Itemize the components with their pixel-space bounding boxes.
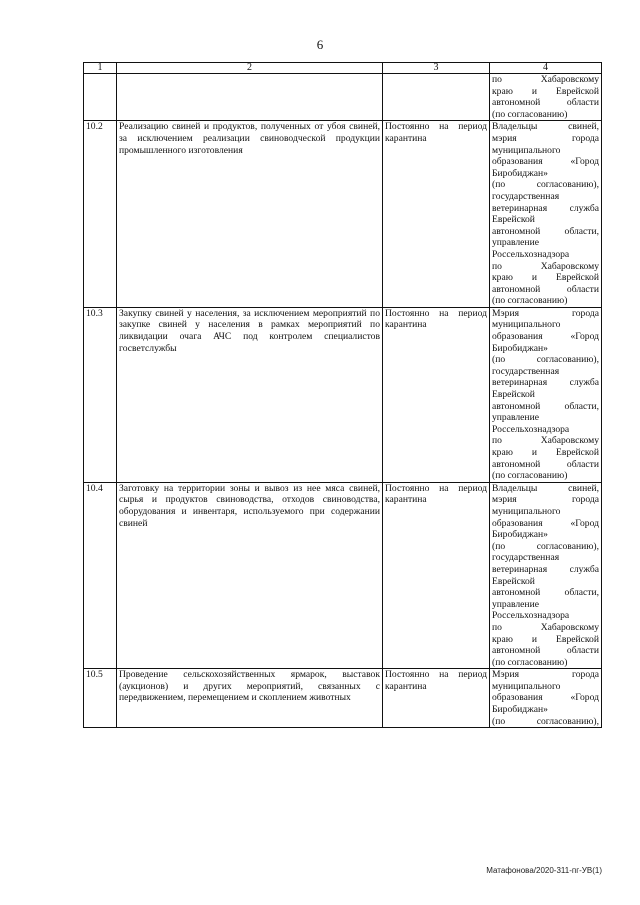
responsible-line: Еврейской bbox=[492, 214, 535, 226]
header-col-1: 1 bbox=[84, 63, 117, 74]
responsible-line: управление bbox=[492, 412, 539, 424]
table-row bbox=[84, 121, 602, 308]
responsible-line: краю и Еврейской bbox=[492, 447, 599, 458]
responsible-line: образования «Город bbox=[492, 517, 599, 529]
table-row bbox=[84, 482, 602, 669]
responsible-line: автономной области bbox=[492, 458, 599, 470]
responsible-cell bbox=[490, 121, 602, 308]
row-number: 10.2 bbox=[84, 121, 117, 308]
document-footer-code: Матафонова/2020-311-пг-УВ(1) bbox=[486, 866, 602, 875]
responsible-line: Владельцы свиней, bbox=[492, 482, 599, 494]
measures-table bbox=[83, 62, 602, 728]
responsible-line: (по согласованию), bbox=[492, 540, 599, 552]
responsible-line: ветеринарная служба bbox=[492, 202, 599, 214]
responsible-line: муниципального bbox=[492, 319, 561, 331]
header-col-3: 3 bbox=[383, 63, 490, 74]
responsible-line: (по согласованию) bbox=[492, 108, 568, 120]
responsible-line: образования «Город bbox=[492, 331, 599, 343]
responsible-line: управление bbox=[492, 237, 539, 249]
period-text: Постоянно на период карантина bbox=[383, 669, 490, 728]
responsible-line: муниципального bbox=[492, 144, 561, 156]
table-row bbox=[84, 307, 602, 482]
responsible-line: Россельхознадзора bbox=[492, 610, 570, 622]
page-number: 6 bbox=[316, 37, 324, 52]
responsible-line: Биробиджан» bbox=[492, 704, 548, 716]
responsible-line: муниципального bbox=[492, 680, 561, 692]
responsible-line: (по согласованию), bbox=[492, 179, 599, 191]
responsible-line: Россельхознадзора bbox=[492, 248, 570, 260]
responsible-line: Биробиджан» bbox=[492, 167, 548, 179]
header-col-2: 2 bbox=[117, 63, 383, 74]
responsible-line: государственная bbox=[492, 365, 560, 377]
responsible-line: Мэрия города bbox=[492, 307, 599, 319]
responsible-line: автономной области bbox=[492, 97, 599, 109]
responsible-line: (по согласованию) bbox=[492, 295, 568, 307]
responsible-line: (по согласованию) bbox=[492, 656, 568, 668]
header-col-4: 4 bbox=[490, 63, 602, 74]
responsible-line: по Хабаровскому bbox=[492, 435, 599, 447]
table-header-row bbox=[84, 63, 602, 74]
responsible-line: Биробиджан» bbox=[492, 342, 548, 354]
continuation-row bbox=[84, 74, 602, 121]
responsible-line: автономной области, bbox=[492, 587, 599, 599]
responsible-line: ветеринарная служба bbox=[492, 377, 599, 389]
responsible-cell bbox=[490, 482, 602, 669]
responsible-cell bbox=[490, 669, 602, 728]
continuation-responsible-cell bbox=[490, 74, 602, 121]
responsible-line: автономной области, bbox=[492, 225, 599, 237]
responsible-line: государственная bbox=[492, 552, 560, 564]
responsible-line: по Хабаровскому bbox=[492, 74, 599, 85]
responsible-line: Россельхознадзора bbox=[492, 423, 570, 435]
responsible-line: государственная bbox=[492, 190, 560, 202]
responsible-line: управление bbox=[492, 598, 539, 610]
measure-text: Проведение сельскохозяйственных ярмарок, выставок (аукционов) и других мероприятий, связанных с передвижением, перемещением и скоплением животных bbox=[117, 669, 383, 728]
period-text: Постоянно на период карантина bbox=[383, 482, 490, 669]
responsible-line: автономной области bbox=[492, 283, 599, 295]
responsible-line: краю и Еврейской bbox=[492, 85, 599, 97]
responsible-line: (по согласованию) bbox=[492, 470, 568, 482]
row-number: 10.3 bbox=[84, 307, 117, 482]
responsible-line: образования «Город bbox=[492, 692, 599, 704]
measure-text: Заготовку на территории зоны и вывоз из нее мяса свиней, сырья и продуктов свиноводства, отходов свиноводства, оборудования и инвентаря, используемого при содержании свиней bbox=[117, 482, 383, 669]
responsible-cell bbox=[490, 307, 602, 482]
period-text: Постоянно на период карантина bbox=[383, 121, 490, 308]
responsible-line: (по согласованию), bbox=[492, 354, 599, 366]
responsible-line: ветеринарная служба bbox=[492, 563, 599, 575]
responsible-line: мэрия города bbox=[492, 494, 599, 506]
responsible-line: Еврейской bbox=[492, 575, 535, 587]
responsible-line: Мэрия города bbox=[492, 669, 599, 681]
row-number: 10.4 bbox=[84, 482, 117, 669]
responsible-line: краю и Еврейской bbox=[492, 633, 599, 645]
responsible-line: по Хабаровскому bbox=[492, 260, 599, 272]
measure-text: Закупку свиней у населения, за исключением мероприятий по закупке свиней у населения в рамках мероприятий по ликвидации очага АЧС под контролем специалистов госветслужбы bbox=[117, 307, 383, 482]
responsible-line: Владельцы свиней, bbox=[492, 121, 599, 133]
period-text: Постоянно на период карантина bbox=[383, 307, 490, 482]
responsible-line: (по согласованию), bbox=[492, 715, 599, 727]
responsible-line: автономной области, bbox=[492, 400, 599, 412]
responsible-line: Еврейской bbox=[492, 389, 535, 401]
responsible-line: муниципального bbox=[492, 505, 561, 517]
responsible-line: мэрия города bbox=[492, 132, 599, 144]
responsible-line: Биробиджан» bbox=[492, 529, 548, 541]
measure-text: Реализацию свиней и продуктов, полученных от убоя свиней, за исключением реализации свиноводческой продукции промышленного изготовления bbox=[117, 121, 383, 308]
responsible-line: по Хабаровскому bbox=[492, 621, 599, 633]
responsible-line: автономной области bbox=[492, 645, 599, 657]
table-row bbox=[84, 669, 602, 728]
responsible-line: краю и Еврейской bbox=[492, 272, 599, 284]
responsible-line: образования «Город bbox=[492, 156, 599, 168]
row-number: 10.5 bbox=[84, 669, 117, 728]
